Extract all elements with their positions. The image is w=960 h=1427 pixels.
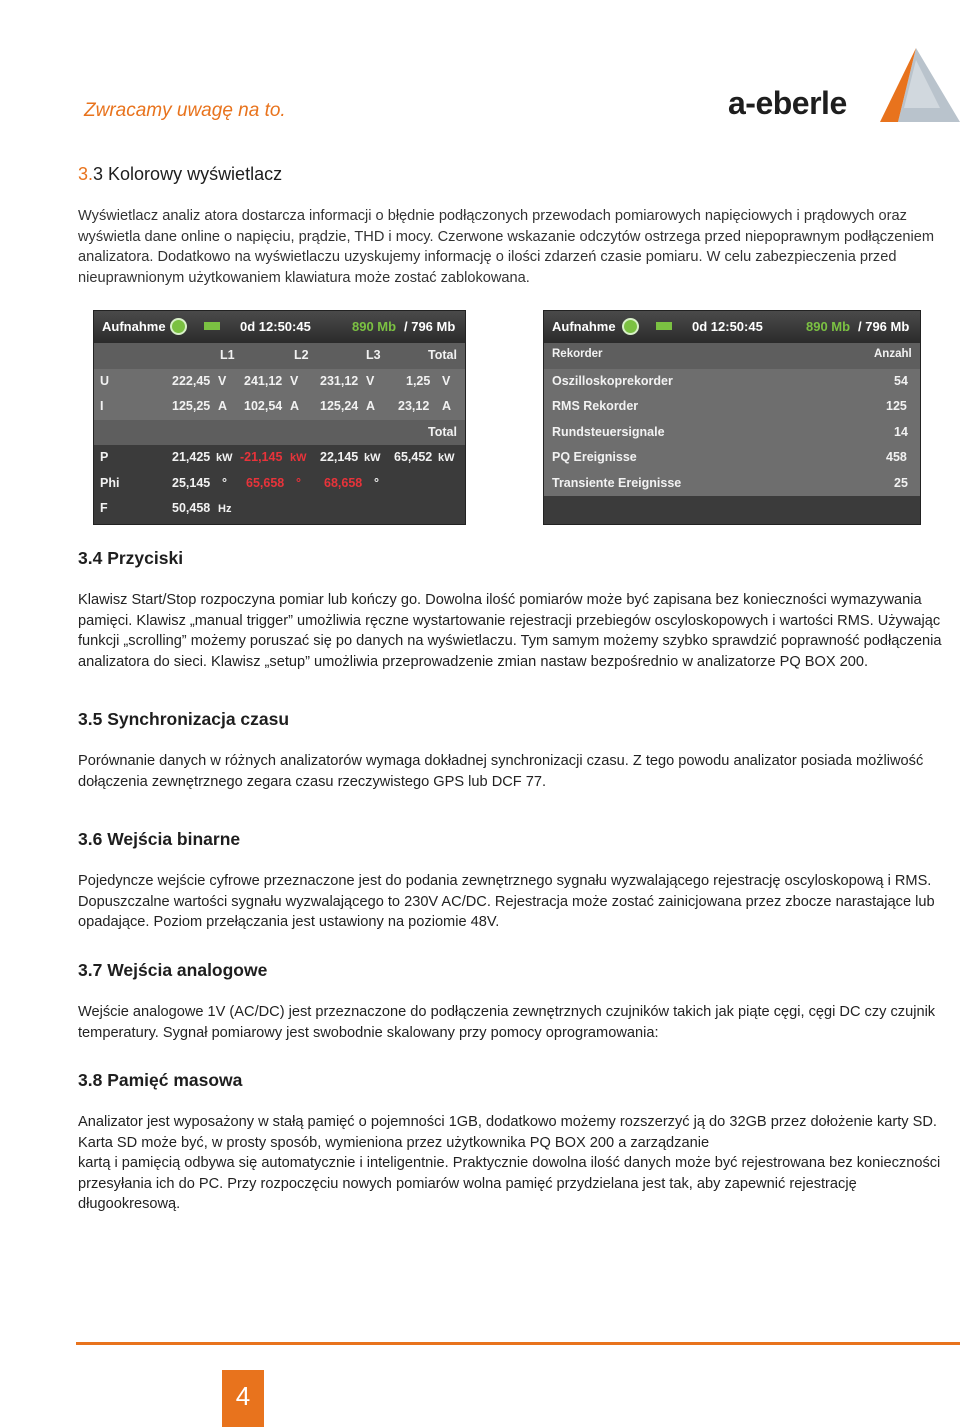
cell-value: 222,45 <box>172 373 211 388</box>
section-3-7-text: Wejście analogowe 1V (AC/DC) jest przeznaczone do podłączenia zewnętrznych czujników takich jak piąte cęgi, cęgi DC czy czujnik temperatury. Sygnał pomiarowy jest swobodnie skalowany przy pomocy oprogramowania: <box>78 1004 936 1041</box>
list-item <box>544 369 920 395</box>
cell-value: 25,145 <box>172 475 211 490</box>
cell-unit: V <box>442 373 451 388</box>
row-label: F <box>100 501 108 515</box>
col-l2: L2 <box>294 348 309 362</box>
cell-value: 102,54 <box>244 399 283 413</box>
cell-value-warning: 65,658 <box>246 475 285 490</box>
logo-text: a-eberle <box>728 85 847 121</box>
recorder-name: Rundsteuersignale <box>552 424 665 439</box>
cell-unit: kW <box>438 452 455 464</box>
cell-value: 50,458 <box>172 501 211 515</box>
recorder-name: RMS Rekorder <box>552 399 639 413</box>
battery-icon <box>204 322 220 330</box>
cell-value: 231,12 <box>320 373 359 388</box>
cell-unit: Hz <box>218 503 232 515</box>
cell-value-warning: 68,658 <box>324 475 363 490</box>
cell-unit: V <box>290 373 299 388</box>
row-label: P <box>100 450 109 464</box>
cell-unit: ° <box>374 475 379 490</box>
cell-value: 22,145 <box>320 450 359 464</box>
recorder-name: PQ Ereignisse <box>552 450 637 464</box>
list-item <box>544 471 920 497</box>
section-3-7-title: 3.7 Wejścia analogowe <box>78 960 268 980</box>
col-recorder: Rekorder <box>552 348 603 360</box>
cell-value: 125,25 <box>172 399 211 413</box>
recorder-count: 125 <box>886 399 907 413</box>
col-l3: L3 <box>366 348 381 362</box>
recorder-count: 25 <box>894 475 908 490</box>
recorder-name: Transiente Ereignisse <box>552 475 682 490</box>
status-label: Aufnahme <box>552 319 616 334</box>
screen-recorder <box>543 310 921 525</box>
cell-unit: kW <box>216 452 233 464</box>
section-3-6-text: Pojedyncze wejście cyfrowe przeznaczone jest do podania zewnętrznego sygnału wyzwalającego rejestrację oscyloskopową i RMS. Dopuszczalne wartości sygnału wyzwalającego to 230V AC/DC. Rejestracja może zostać zainicjowana przez zbocze narastające lub opadające. Poziom przełączania jest ustawiony na poziomie 48V. <box>78 873 935 930</box>
section-3-8-text-part1: Analizator jest wyposażony w stałą pamięć o pojemności 1GB, dodatkowo możemy rozszerzyć ją do 32GB przez dołożenie karty SD. Karta SD może być, w prosty sposób, wymieniona przez użytkownika PQ BOX 200 a zarządzanie <box>78 1114 937 1151</box>
cell-value: 241,12 <box>244 373 283 388</box>
cell-unit: kW <box>290 452 307 464</box>
screen-status-bar <box>544 311 920 343</box>
memory-used: 890 Mb <box>806 319 851 334</box>
cell-unit: ° <box>222 475 227 490</box>
record-time: 0d 12:50:45 <box>240 319 311 334</box>
memory-used: 890 Mb <box>352 319 397 334</box>
section-3-5-text: Porównanie danych w różnych analizatorów wymaga dokładnej synchronizacji czasu. Z tego powodu analizator posiada możliwość dołączenia zewnętrznego zegara czasu rzeczywistego GPS lub DCF 77. <box>78 753 924 790</box>
table-row <box>94 445 465 471</box>
col-count: Anzahl <box>874 348 912 360</box>
table-row <box>94 394 465 420</box>
section-3-8-text-part2: kartą i pamięcią odbywa się automatycznie i inteligentnie. Praktycznie dowolna ilość danych może być rejestrowana bez konieczności przesyłania ich do PC. Przy rozpoczęciu nowych pomiarów wolna pamięć przydzielana jest tak, aby zapewnić rejestrację długookresową. <box>78 1155 941 1212</box>
cell-unit: V <box>366 373 375 388</box>
cell-unit: A <box>442 399 452 413</box>
section-3-8-text <box>78 1112 950 1215</box>
recorder-count: 14 <box>894 424 908 439</box>
cell-value: 1,25 <box>406 373 431 388</box>
list-item <box>544 445 920 471</box>
row-label: U <box>100 373 110 388</box>
table-header-row <box>544 343 920 369</box>
screen-status-bar <box>94 311 465 343</box>
logo-triangle-icon <box>880 48 960 122</box>
cell-value: 125,24 <box>320 399 359 413</box>
table-row <box>94 369 465 395</box>
cell-value: 23,12 <box>398 399 430 413</box>
section-3-4-title: 3.4 Przyciski <box>78 548 184 568</box>
row-label: Phi <box>100 475 120 490</box>
cell-unit: kW <box>364 452 381 464</box>
measurement-table <box>94 343 465 522</box>
section-3-3-text: Wyświetlacz analiz atora dostarcza informacji o błędnie podłączonych przewodach pomiarowych napięciowych i prądowych oraz wyświetla dane online o napięciu, prądzie, THD i mocy. Czerwone wskazanie odczytów ostrzega przed niepoprawnym podłączeniem analizatora. Dodatkowo na wyświetlaczu uzyskujemy informację o ilości zdarzeń czasie pomiaru. W celu zabezpieczenia przed nieuprawnionym użytkowaniem klawiatura może zostać zablokowana. <box>78 208 935 286</box>
battery-icon <box>656 322 672 330</box>
record-time: 0d 12:50:45 <box>692 319 763 334</box>
tagline: Zwracamy uwagę na to. <box>84 100 286 121</box>
memory-total: / 796 Mb <box>404 319 456 334</box>
section-3-6-title: 3.6 Wejścia binarne <box>78 829 241 849</box>
list-item <box>544 420 920 446</box>
table-row <box>94 496 465 522</box>
list-item <box>544 394 920 420</box>
cell-value-warning: -21,145 <box>240 450 283 464</box>
col-total: Total <box>428 348 457 362</box>
col-total-2: Total <box>428 424 457 439</box>
col-l1: L1 <box>220 348 235 362</box>
row-label: I <box>100 399 104 413</box>
cell-unit: A <box>290 399 300 413</box>
table-subheader-row <box>94 420 465 446</box>
cell-unit: A <box>366 399 376 413</box>
recorder-count: 54 <box>894 373 908 388</box>
table-header-row <box>94 343 465 369</box>
recording-dot-icon <box>622 318 639 335</box>
cell-unit: A <box>218 399 228 413</box>
status-label: Aufnahme <box>102 319 166 334</box>
footer-divider <box>76 1342 960 1345</box>
recorder-table <box>544 343 920 496</box>
cell-value: 21,425 <box>172 450 211 464</box>
section-3-4-text: Klawisz Start/Stop rozpoczyna pomiar lub kończy go. Dowolna ilość pomiarów może być zapisana bez konieczności wymazywania pamięci. Klawisz „manual trigger” umożliwia ręczne wystartowanie rejestracji przebiegów oscyloskopowych i wartości RMS. Używając funkcji „scrolling” możemy poruszać się po danych na wyświetlaczu. Tym samym możemy szybko sprawdzić poprawność podłączenia analizatora do sieci. Klawisz „setup” umożliwia przeprowadzenie zmian nastaw bezpośrednio w analizatorze PQ BOX 200. <box>78 592 942 670</box>
cell-unit: V <box>218 373 227 388</box>
recorder-name: Oszilloskoprekorder <box>552 373 673 388</box>
cell-unit: ° <box>296 475 301 490</box>
section-3-5-title: 3.5 Synchronizacja czasu <box>78 709 290 729</box>
screen-measurements <box>93 310 466 525</box>
cell-value: 65,452 <box>394 450 433 464</box>
section-3-3-title: 3.3 Kolorowy wyświetlacz <box>78 164 283 184</box>
recording-dot-icon <box>170 318 187 335</box>
table-row <box>94 471 465 497</box>
page-number: 4 <box>222 1370 264 1427</box>
a-eberle-logo <box>728 48 960 126</box>
section-3-8-title: 3.8 Pamięć masowa <box>78 1070 243 1090</box>
recorder-count: 458 <box>886 450 907 464</box>
memory-total: / 796 Mb <box>858 319 910 334</box>
